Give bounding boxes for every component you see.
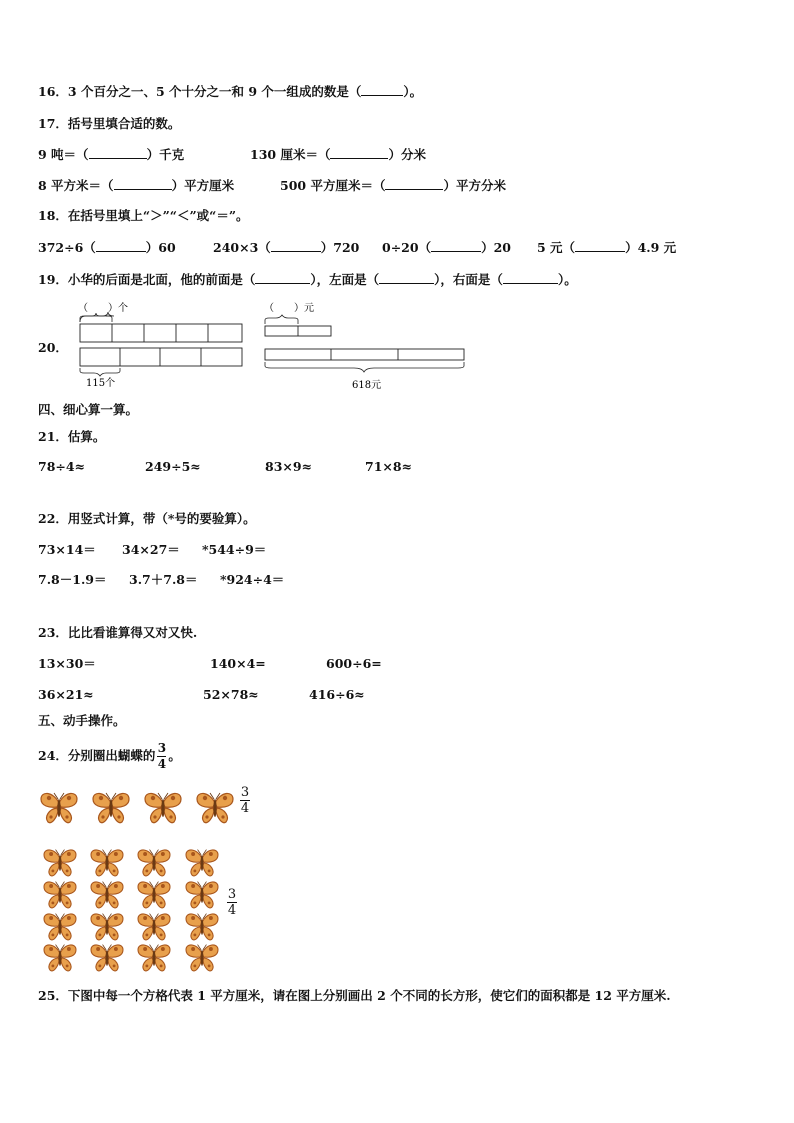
answer-blank[interactable] <box>89 147 147 159</box>
q20-left-bottom-label: 115个 <box>86 378 116 389</box>
q20-left-bottom-brace <box>80 368 120 376</box>
butterfly-icon[interactable] <box>87 910 127 945</box>
butterfly-icon[interactable] <box>142 789 184 828</box>
butterfly-icon[interactable] <box>182 941 222 976</box>
q17-item-3: 8 平方米＝（ ）平方厘米 <box>38 178 235 193</box>
answer-blank[interactable] <box>96 240 146 252</box>
q21-item-4: 71×8≈ <box>365 459 413 474</box>
q20-right-top-label: （ ）元 <box>264 303 314 314</box>
question-23: 23．比比看谁算得又对又快. <box>38 625 198 640</box>
q21-item-3: 83×9≈ <box>265 459 313 474</box>
butterfly-icon[interactable] <box>182 878 222 913</box>
q17-item-4: 500 平方厘米＝（ ）平方分米 <box>280 178 506 193</box>
section-5-heading: 五、动手操作。 <box>38 713 126 728</box>
q20-bar-diagrams <box>72 296 472 396</box>
q22-item-5: 3.7＋7.8＝ <box>129 572 198 587</box>
butterfly-icon[interactable] <box>90 789 132 828</box>
q17-item-1: 9 吨＝（ ）千克 <box>38 147 185 162</box>
q18-item-1: 372÷6（ ）60 <box>38 240 176 255</box>
answer-blank[interactable] <box>271 240 321 252</box>
answer-blank[interactable] <box>431 240 481 252</box>
butterfly-icon[interactable] <box>182 846 222 881</box>
butterfly-icon[interactable] <box>87 846 127 881</box>
butterfly-icon[interactable] <box>134 910 174 945</box>
butterfly-icon[interactable] <box>194 789 236 828</box>
q18-item-4: 5 元（ ）4.9 元 <box>537 240 677 255</box>
section-4-heading: 四、细心算一算。 <box>38 402 139 417</box>
q20-right-bottom-bar <box>265 349 464 360</box>
q17-item-2: 130 厘米＝（ ）分米 <box>250 147 426 162</box>
answer-blank[interactable] <box>385 178 443 190</box>
q23-item-5: 52×78≈ <box>203 687 259 702</box>
question-25: 25．下图中每一个方格代表 1 平方厘米，请在图上分别画出 2 个不同的长方形，使它们的面积都是 12 平方厘米. <box>38 988 671 1003</box>
question-16: 16．3 个百分之一、5 个十分之一和 9 个一组成的数是（ ）。 <box>38 84 423 99</box>
q18-item-2: 240×3（ ）720 <box>213 240 360 255</box>
group-2-fraction: $\frac{3}{4}$ <box>227 887 237 918</box>
butterfly-icon[interactable] <box>182 910 222 945</box>
butterfly-icon[interactable] <box>134 846 174 881</box>
q21-item-2: 249÷5≈ <box>145 459 201 474</box>
q22-item-3: *544÷9＝ <box>202 542 267 557</box>
question-17: 17．括号里填合适的数。 <box>38 116 181 131</box>
butterfly-icon[interactable] <box>38 789 80 828</box>
q23-item-6: 416÷6≈ <box>309 687 365 702</box>
q20-left-top-label: （ ）个 <box>78 303 128 314</box>
q23-item-3: 600÷6= <box>326 656 382 671</box>
q23-item-1: 13×30＝ <box>38 656 96 671</box>
q18-item-3: 0÷20（ ）20 <box>382 240 511 255</box>
answer-blank[interactable] <box>255 272 310 284</box>
q22-item-2: 34×27＝ <box>122 542 180 557</box>
answer-blank[interactable] <box>361 84 403 96</box>
answer-blank[interactable] <box>575 240 625 252</box>
answer-blank[interactable] <box>379 272 434 284</box>
question-19: 19．小华的后面是北面，他的前面是（ ），左面是（ ），右面是（ ）。 <box>38 272 577 287</box>
question-18: 18．在括号里填上“＞”“＜”或“＝”。 <box>38 208 249 223</box>
butterfly-icon[interactable] <box>40 878 80 913</box>
q23-item-4: 36×21≈ <box>38 687 94 702</box>
answer-blank[interactable] <box>503 272 558 284</box>
q23-item-2: 140×4= <box>210 656 266 671</box>
q20-right-bottom-label: 618元 <box>352 380 382 391</box>
butterfly-icon[interactable] <box>134 878 174 913</box>
q21-item-1: 78÷4≈ <box>38 459 86 474</box>
q20-left-bottom-bar <box>80 348 242 366</box>
q20-left-top-bar <box>80 324 242 342</box>
answer-blank[interactable] <box>330 147 388 159</box>
question-24: 24．分别圈出蝴蝶的 $\frac{3}{4}$ 。 <box>38 741 181 771</box>
butterfly-icon[interactable] <box>87 878 127 913</box>
answer-blank[interactable] <box>114 178 172 190</box>
fraction-three-quarters: $\frac{3}{4}$ <box>157 741 167 771</box>
butterfly-icon[interactable] <box>87 941 127 976</box>
butterfly-icon[interactable] <box>40 910 80 945</box>
q22-item-1: 73×14＝ <box>38 542 96 557</box>
question-20-number: 20． <box>38 340 68 355</box>
butterfly-icon[interactable] <box>134 941 174 976</box>
butterfly-icon[interactable] <box>40 846 80 881</box>
q20-right-bottom-brace <box>265 362 464 372</box>
q20-right-top-brace <box>265 315 298 324</box>
group-1-fraction: $\frac{3}{4}$ <box>240 785 250 816</box>
question-21: 21．估算。 <box>38 429 106 444</box>
question-22: 22．用竖式计算，带（*号的要验算）。 <box>38 511 256 526</box>
butterfly-icon[interactable] <box>40 941 80 976</box>
q22-item-4: 7.8－1.9＝ <box>38 572 107 587</box>
q22-item-6: *924÷4＝ <box>220 572 285 587</box>
